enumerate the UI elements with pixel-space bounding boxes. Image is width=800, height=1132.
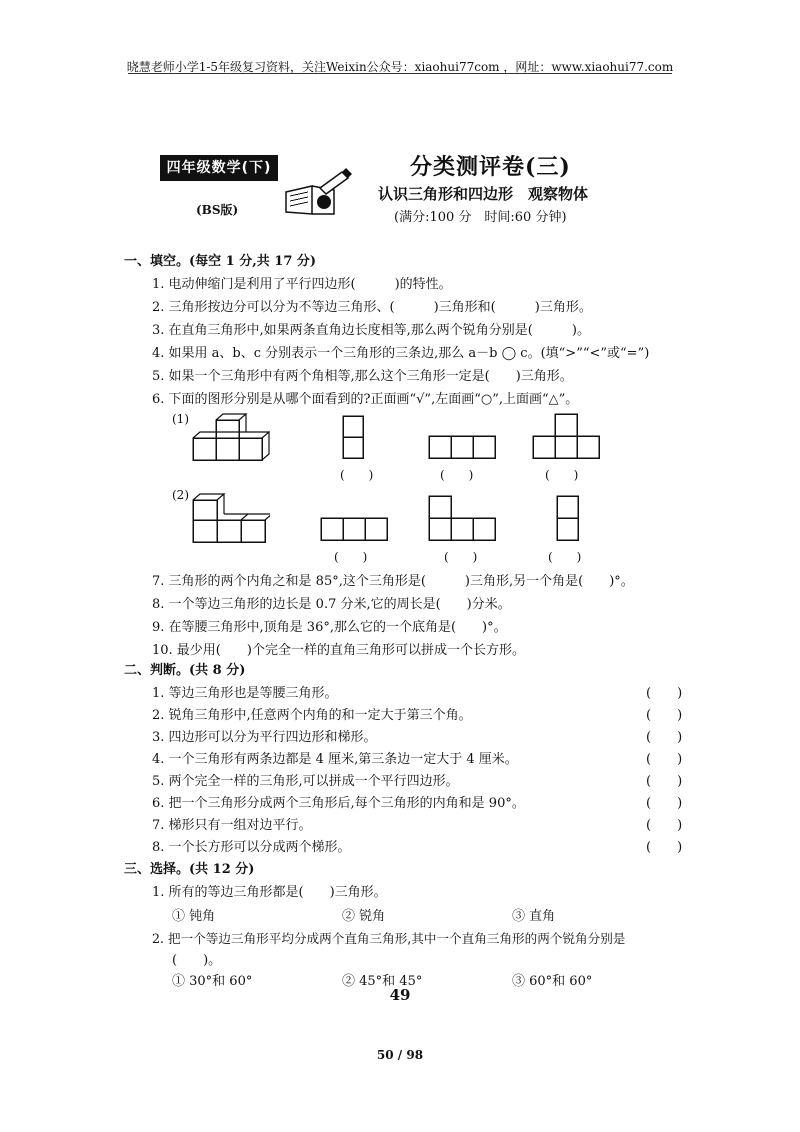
page-header: 晓慧老师小学1-5年级复习资料，关注Weixin公众号：xiaohui77com ，网址：www.xiaohui77.com [126, 60, 674, 74]
figure-2-view-a [318, 516, 390, 542]
section1-heading: 一、填空。(每空 1 分,共 17 分) [124, 254, 317, 269]
figure-2-view-b [426, 494, 498, 542]
figure-1-view-c [530, 412, 602, 460]
grade-badge: 四年级数学(下) [160, 155, 278, 181]
edition-label: (BS版) [196, 203, 239, 217]
figure-1-solid [190, 410, 270, 462]
choice-1-option-3[interactable]: ③ 直角 [512, 909, 556, 924]
figure-2-view-c [554, 494, 582, 542]
judge-item-2: 2. 锐角三角形中,任意两个内角的和一定大于第三个角。 [152, 708, 472, 723]
judge-item-4: 4. 一个三角形有两条边都是 4 厘米,第三条边一定大于 4 厘米。 [152, 752, 518, 767]
section2-heading: 二、判断。(共 8 分) [124, 663, 246, 678]
section3-heading: 三、选择。(共 12 分) [124, 862, 255, 877]
figure-1-answer-a[interactable]: ( ) [340, 468, 374, 482]
fill-question-10: 10. 最少用( )个完全一样的直角三角形可以拼成一个长方形。 [152, 643, 525, 658]
judge-item-7: 7. 梯形只有一组对边平行。 [152, 818, 312, 833]
fill-question-9: 9. 在等腰三角形中,顶角是 36°,那么它的一个底角是( )°。 [152, 620, 507, 635]
choice-2-option-2[interactable]: ② 45°和 45° [342, 974, 423, 989]
figure-2-answer-c[interactable]: ( ) [548, 550, 582, 564]
judge-item-8: 8. 一个长方形可以分成两个梯形。 [152, 840, 351, 855]
figure-2-answer-a[interactable]: ( ) [334, 550, 368, 564]
judge-item-1: 1. 等边三角形也是等腰三角形。 [152, 686, 338, 701]
judge-answer-3[interactable]: ( ) [646, 730, 683, 745]
choice-question-2-cont: ( )。 [172, 953, 222, 968]
judge-answer-8[interactable]: ( ) [646, 840, 683, 855]
fill-question-6: 6. 下面的图形分别是从哪个面看到的?正面画“√”,左面画“○”,上面画“△”。 [152, 392, 579, 407]
choice-2-option-1[interactable]: ① 30°和 60° [172, 974, 253, 989]
choice-question-1: 1. 所有的等边三角形都是( )三角形。 [152, 885, 387, 900]
figure-2-answer-b[interactable]: ( ) [444, 550, 478, 564]
judge-item-3: 3. 四边形可以分为平行四边形和梯形。 [152, 730, 377, 745]
figure-2-solid [190, 486, 270, 546]
choice-question-2: 2. 把一个等边三角形平均分成两个直角三角形,其中一个直角三角形的两个锐角分别是 [152, 931, 626, 946]
fill-question-4: 4. 如果用 a、b、c 分别表示一个三角形的三条边,那么 a－b ◯ c。(填“>”“<”或“=”) [152, 346, 650, 361]
figure-1-label: (1) [172, 412, 189, 426]
choice-2-option-3[interactable]: ③ 60°和 60° [512, 974, 593, 989]
fill-question-2: 2. 三角形按边分可以分为不等边三角形、( )三角形和( )三角形。 [152, 300, 592, 315]
page-subtitle: 认识三角形和四边形 观察物体 [378, 185, 589, 203]
book-pen-icon [282, 168, 354, 218]
judge-answer-4[interactable]: ( ) [646, 752, 683, 767]
figure-1-answer-b[interactable]: ( ) [440, 468, 474, 482]
judge-answer-1[interactable]: ( ) [646, 686, 683, 701]
page-total: 50 / 98 [376, 1048, 424, 1062]
choice-1-option-2[interactable]: ② 锐角 [342, 909, 386, 924]
fill-question-7: 7. 三角形的两个内角之和是 85°,这个三角形是( )三角形,另一个角是( )°。 [152, 574, 634, 589]
fill-question-3: 3. 在直角三角形中,如果两条直角边长度相等,那么两个锐角分别是( )。 [152, 323, 590, 338]
judge-item-5: 5. 两个完全一样的三角形,可以拼成一个平行四边形。 [152, 774, 459, 789]
judge-answer-2[interactable]: ( ) [646, 708, 683, 723]
judge-answer-7[interactable]: ( ) [646, 818, 683, 833]
fill-question-1: 1. 电动伸缩门是利用了平行四边形( )的特性。 [152, 277, 452, 292]
judge-answer-6[interactable]: ( ) [646, 796, 683, 811]
figure-1-view-b [426, 434, 498, 460]
fill-question-5: 5. 如果一个三角形中有两个角相等,那么这个三角形一定是( )三角形。 [152, 369, 573, 384]
figure-2-label: (2) [172, 488, 189, 502]
figure-1-answer-c[interactable]: ( ) [545, 468, 579, 482]
fill-question-8: 8. 一个等边三角形的边长是 0.7 分米,它的周长是( )分米。 [152, 597, 511, 612]
page-number: 49 [389, 986, 411, 1004]
score-info: (满分:100 分 时间:60 分钟) [394, 210, 567, 225]
page-title: 分类测评卷(三) [410, 154, 571, 180]
choice-1-option-1[interactable]: ① 钝角 [172, 909, 216, 924]
judge-item-6: 6. 把一个三角形分成两个三角形后,每个三角形的内角和是 90°。 [152, 796, 525, 811]
header-divider [128, 73, 672, 74]
figure-1-view-a [340, 414, 368, 460]
judge-answer-5[interactable]: ( ) [646, 774, 683, 789]
